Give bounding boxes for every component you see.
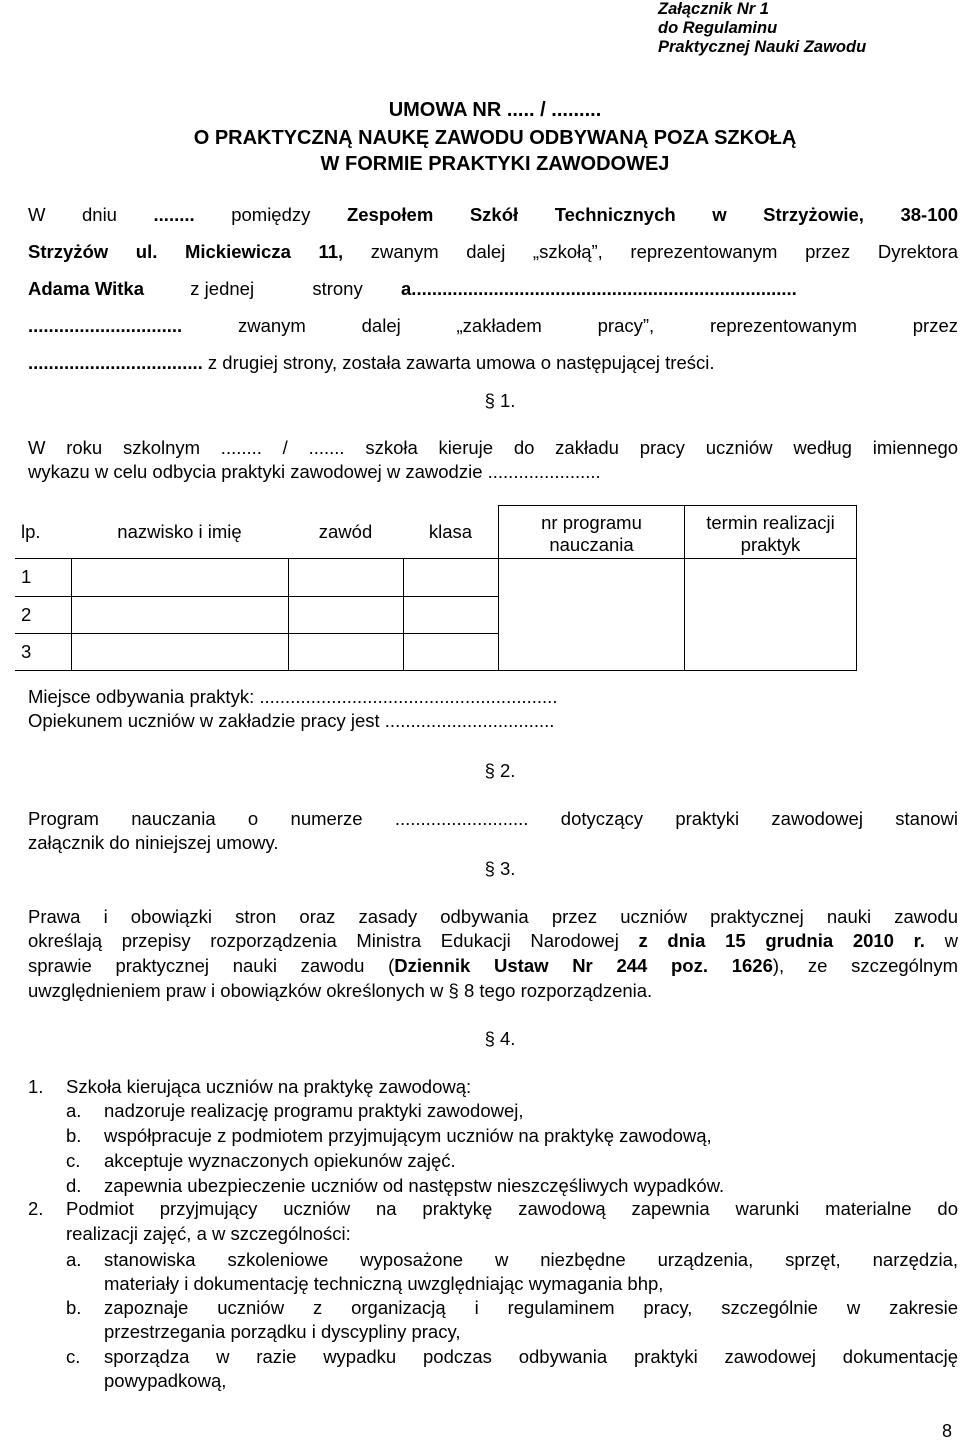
intro-line-1: W dniu ........ pomiędzy Zespołem Szkół Technicznych w Strzyżowie, 38-100	[28, 204, 959, 225]
point-1c-text: akceptuje wyznaczonych opiekunów zajęć.	[104, 1150, 456, 1171]
page-number: 8	[941, 1421, 952, 1441]
cell-profession	[288, 596, 403, 633]
point-1b-text: współpracuje z podmiotem przyjmującym uczniów na praktykę zawodową,	[104, 1125, 712, 1146]
intro-line-5: .................................. z drugiej strony, została zawarta umowa o następującej treści.	[28, 352, 715, 373]
point-2-line-2: realizacji zajęć, a w szczególności:	[66, 1223, 351, 1244]
point-2a-line-1: stanowiska szkoleniowe wyposażone w niezbędne urządzenia, sprzęt, narzędzia,	[104, 1249, 958, 1270]
title-line-1: UMOWA NR ..... / .........	[388, 99, 602, 121]
point-1d-text: zapewnia ubezpieczenie uczniów od następstw nieszczęśliwych wypadków.	[104, 1175, 725, 1196]
point-2a-letter: a.	[66, 1249, 82, 1270]
section-3-line-3: sprawie praktycznej nauki zawodu (Dziennik Ustaw Nr 244 poz. 1626), ze szczególnym	[28, 955, 959, 976]
cell-class	[403, 633, 499, 670]
cell-name	[71, 558, 288, 596]
section-1-line-1: W roku szkolnym ........ / ....... szkoła kieruje do zakładu pracy uczniów według imiennego	[28, 437, 959, 458]
header-profession: zawód	[318, 520, 373, 542]
header-class: klasa	[428, 520, 473, 542]
section-2-line-1: Program nauczania o numerze .......................... dotyczący praktyki zawodowej stanowi	[28, 808, 958, 829]
practice-table	[15, 505, 857, 671]
annex-line-3: Praktycznej Nauki Zawodu	[658, 38, 867, 56]
cell-class	[403, 558, 499, 596]
row-number: 3	[15, 633, 71, 670]
header-name: nazwisko i imię	[117, 520, 242, 542]
title-line-2: O PRAKTYCZNĄ NAUKĘ ZAWODU ODBYWANĄ POZA SZKOŁĄ	[193, 127, 797, 149]
point-1d-letter: d.	[66, 1175, 82, 1196]
practice-place: Miejsce odbywania praktyk: ..........................................................	[28, 686, 558, 707]
point-2a-line-2: materiały i dokumentację techniczną uwzględniając wymagania bhp,	[104, 1273, 664, 1294]
section-4-heading: § 4.	[484, 1028, 516, 1049]
point-1-text: Szkoła kierująca uczniów na praktykę zawodową:	[66, 1076, 472, 1097]
header-term: termin realizacji praktyk	[685, 506, 857, 559]
point-2-line-1: Podmiot przyjmujący uczniów na praktykę zawodową zapewnia warunki materialne do	[66, 1198, 958, 1219]
point-2c-line-2: powypadkową,	[104, 1370, 227, 1391]
point-2b-line-1: zapoznaje uczniów z organizacją i regulaminem pracy, szczególnie w zakresie	[104, 1297, 958, 1318]
practice-mentor: Opiekunem uczniów w zakładzie pracy jest .................................	[28, 710, 555, 731]
section-3-line-1: Prawa i obowiązki stron oraz zasady odbywania przez uczniów praktycznej nauki zawodu	[28, 906, 958, 927]
section-1-heading: § 1.	[484, 390, 516, 411]
section-3-heading: § 3.	[484, 858, 516, 879]
point-2-number: 2.	[28, 1198, 44, 1219]
section-3-line-4: uwzględnieniem praw i obowiązków określonych w § 8 tego rozporządzenia.	[28, 980, 653, 1001]
section-2-line-2: załącznik do niniejszej umowy.	[28, 832, 279, 853]
table-row	[15, 558, 857, 596]
table-header-row	[15, 506, 857, 559]
point-2c-letter: c.	[66, 1346, 81, 1367]
cell-name	[71, 633, 288, 670]
cell-profession	[288, 558, 403, 596]
point-2b-line-2: przestrzegania porządku i dyscypliny pracy,	[104, 1321, 461, 1342]
header-program: nr programu nauczania	[499, 506, 685, 559]
point-1a-letter: a.	[66, 1100, 82, 1121]
point-1-number: 1.	[28, 1076, 44, 1097]
header-lp: lp.	[21, 520, 41, 542]
intro-line-4: .............................. zwanym dalej „zakładem pracy”, reprezentowanym przez	[28, 315, 959, 336]
intro-line-3: Adama Witka z jednej strony a...........................................................................	[28, 278, 797, 299]
point-2b-letter: b.	[66, 1297, 82, 1318]
cell-class	[403, 596, 499, 633]
point-1c-letter: c.	[66, 1150, 81, 1171]
cell-term	[685, 558, 857, 670]
section-2-heading: § 2.	[484, 760, 516, 781]
point-1a-text: nadzoruje realizację programu praktyki zawodowej,	[104, 1100, 524, 1121]
cell-name	[71, 596, 288, 633]
intro-line-2: Strzyżów ul. Mickiewicza 11, zwanym dalej „szkołą”, reprezentowanym przez Dyrektora	[28, 241, 959, 262]
row-number: 2	[15, 596, 71, 633]
title-line-3: W FORMIE PRAKTYKI ZAWODOWEJ	[320, 153, 670, 175]
annex-header	[658, 0, 866, 57]
point-1b-letter: b.	[66, 1125, 82, 1146]
section-1-line-2: wykazu w celu odbycia praktyki zawodowej w zawodzie ......................	[28, 461, 601, 482]
cell-program	[499, 558, 685, 670]
row-number: 1	[15, 558, 71, 596]
cell-profession	[288, 633, 403, 670]
annex-line-2: do Regulaminu	[658, 19, 778, 37]
section-3-line-2: określają przepisy rozporządzenia Ministra Edukacji Narodowej z dnia 15 grudnia 2010 r. w	[28, 930, 958, 951]
annex-line-1: Załącznik Nr 1	[658, 0, 769, 18]
point-2c-line-1: sporządza w razie wypadku podczas odbywania praktyki zawodowej dokumentację	[104, 1346, 958, 1367]
